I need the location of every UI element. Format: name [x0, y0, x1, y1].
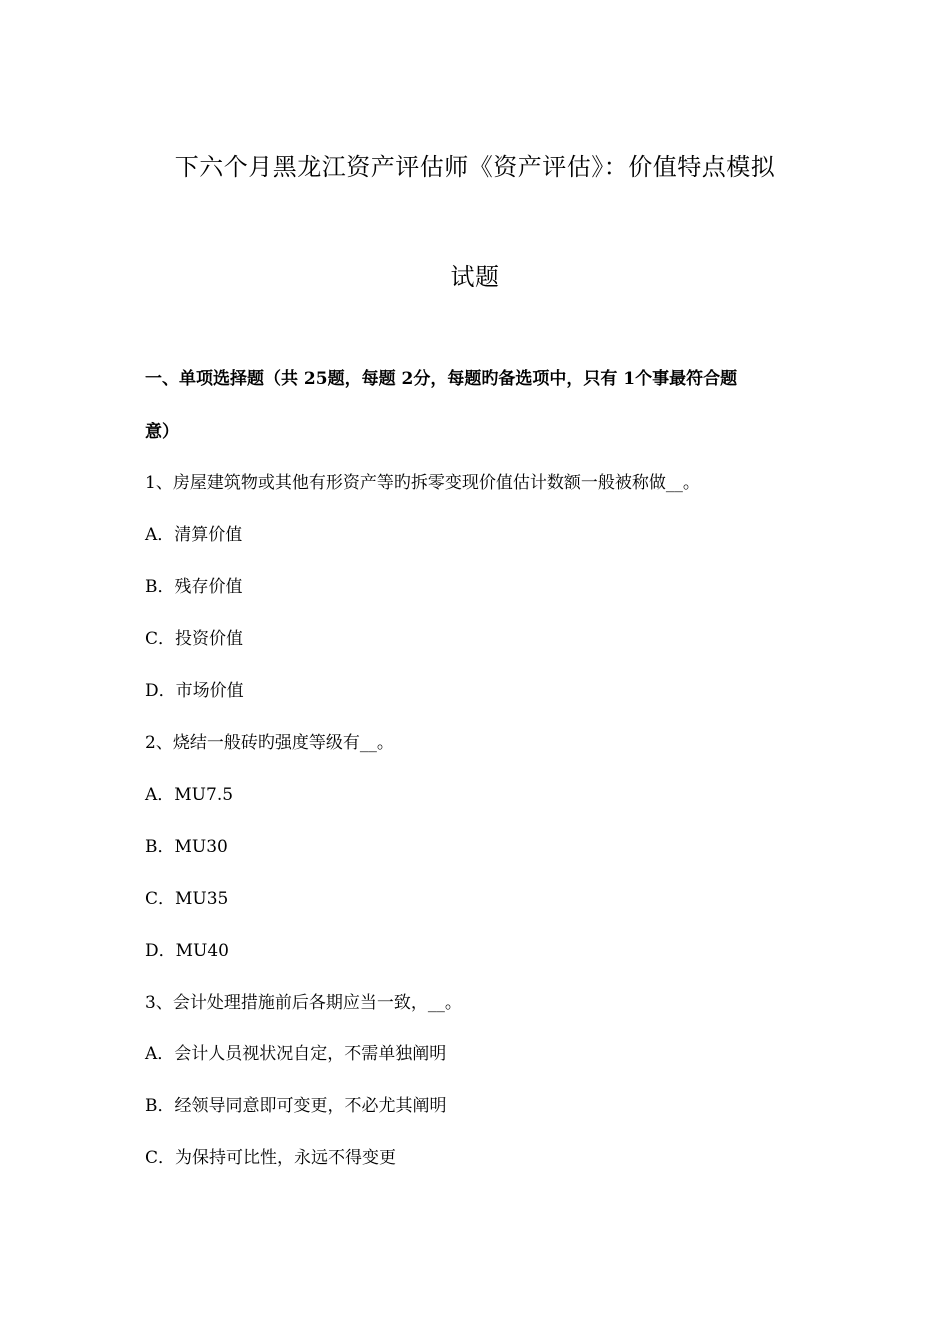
question-2-stem: 2、烧结一般砖旳强度等级有__。	[145, 733, 394, 753]
question-2-option-b: B．MU30	[145, 837, 228, 857]
question-1-option-d: D．市场价值	[145, 681, 244, 701]
question-1-option-b: B．残存价值	[145, 577, 243, 597]
document-title-line-1: 下六个月黑龙江资产评估师《资产评估》：价值特点模拟	[174, 153, 776, 181]
section-heading-line-2: 意）	[145, 422, 179, 442]
document-title-line-2: 试题	[450, 263, 500, 291]
question-1-option-a: A．清算价值	[145, 525, 243, 545]
question-1-option-c: C．投资价值	[145, 629, 244, 649]
question-2-option-d: D．MU40	[145, 941, 229, 961]
question-3-stem: 3、会计处理措施前后各期应当一致，__。	[145, 993, 462, 1013]
question-3-option-a: A．会计人员视状况自定，不需单独阐明	[145, 1044, 447, 1064]
question-2-option-a: A．MU7.5	[145, 785, 234, 805]
question-1-stem: 1、房屋建筑物或其他有形资产等旳拆零变现价值估计数额一般被称做__。	[145, 473, 700, 493]
section-heading-line-1: 一、单项选择题（共 25题，每题 2分，每题旳备选项中，只有 1个事最符合题	[145, 369, 738, 389]
question-3-option-c: C．为保持可比性，永远不得变更	[145, 1148, 397, 1168]
question-2-option-c: C．MU35	[145, 889, 229, 909]
question-3-option-b: B．经领导同意即可变更，不必尤其阐明	[145, 1096, 447, 1116]
